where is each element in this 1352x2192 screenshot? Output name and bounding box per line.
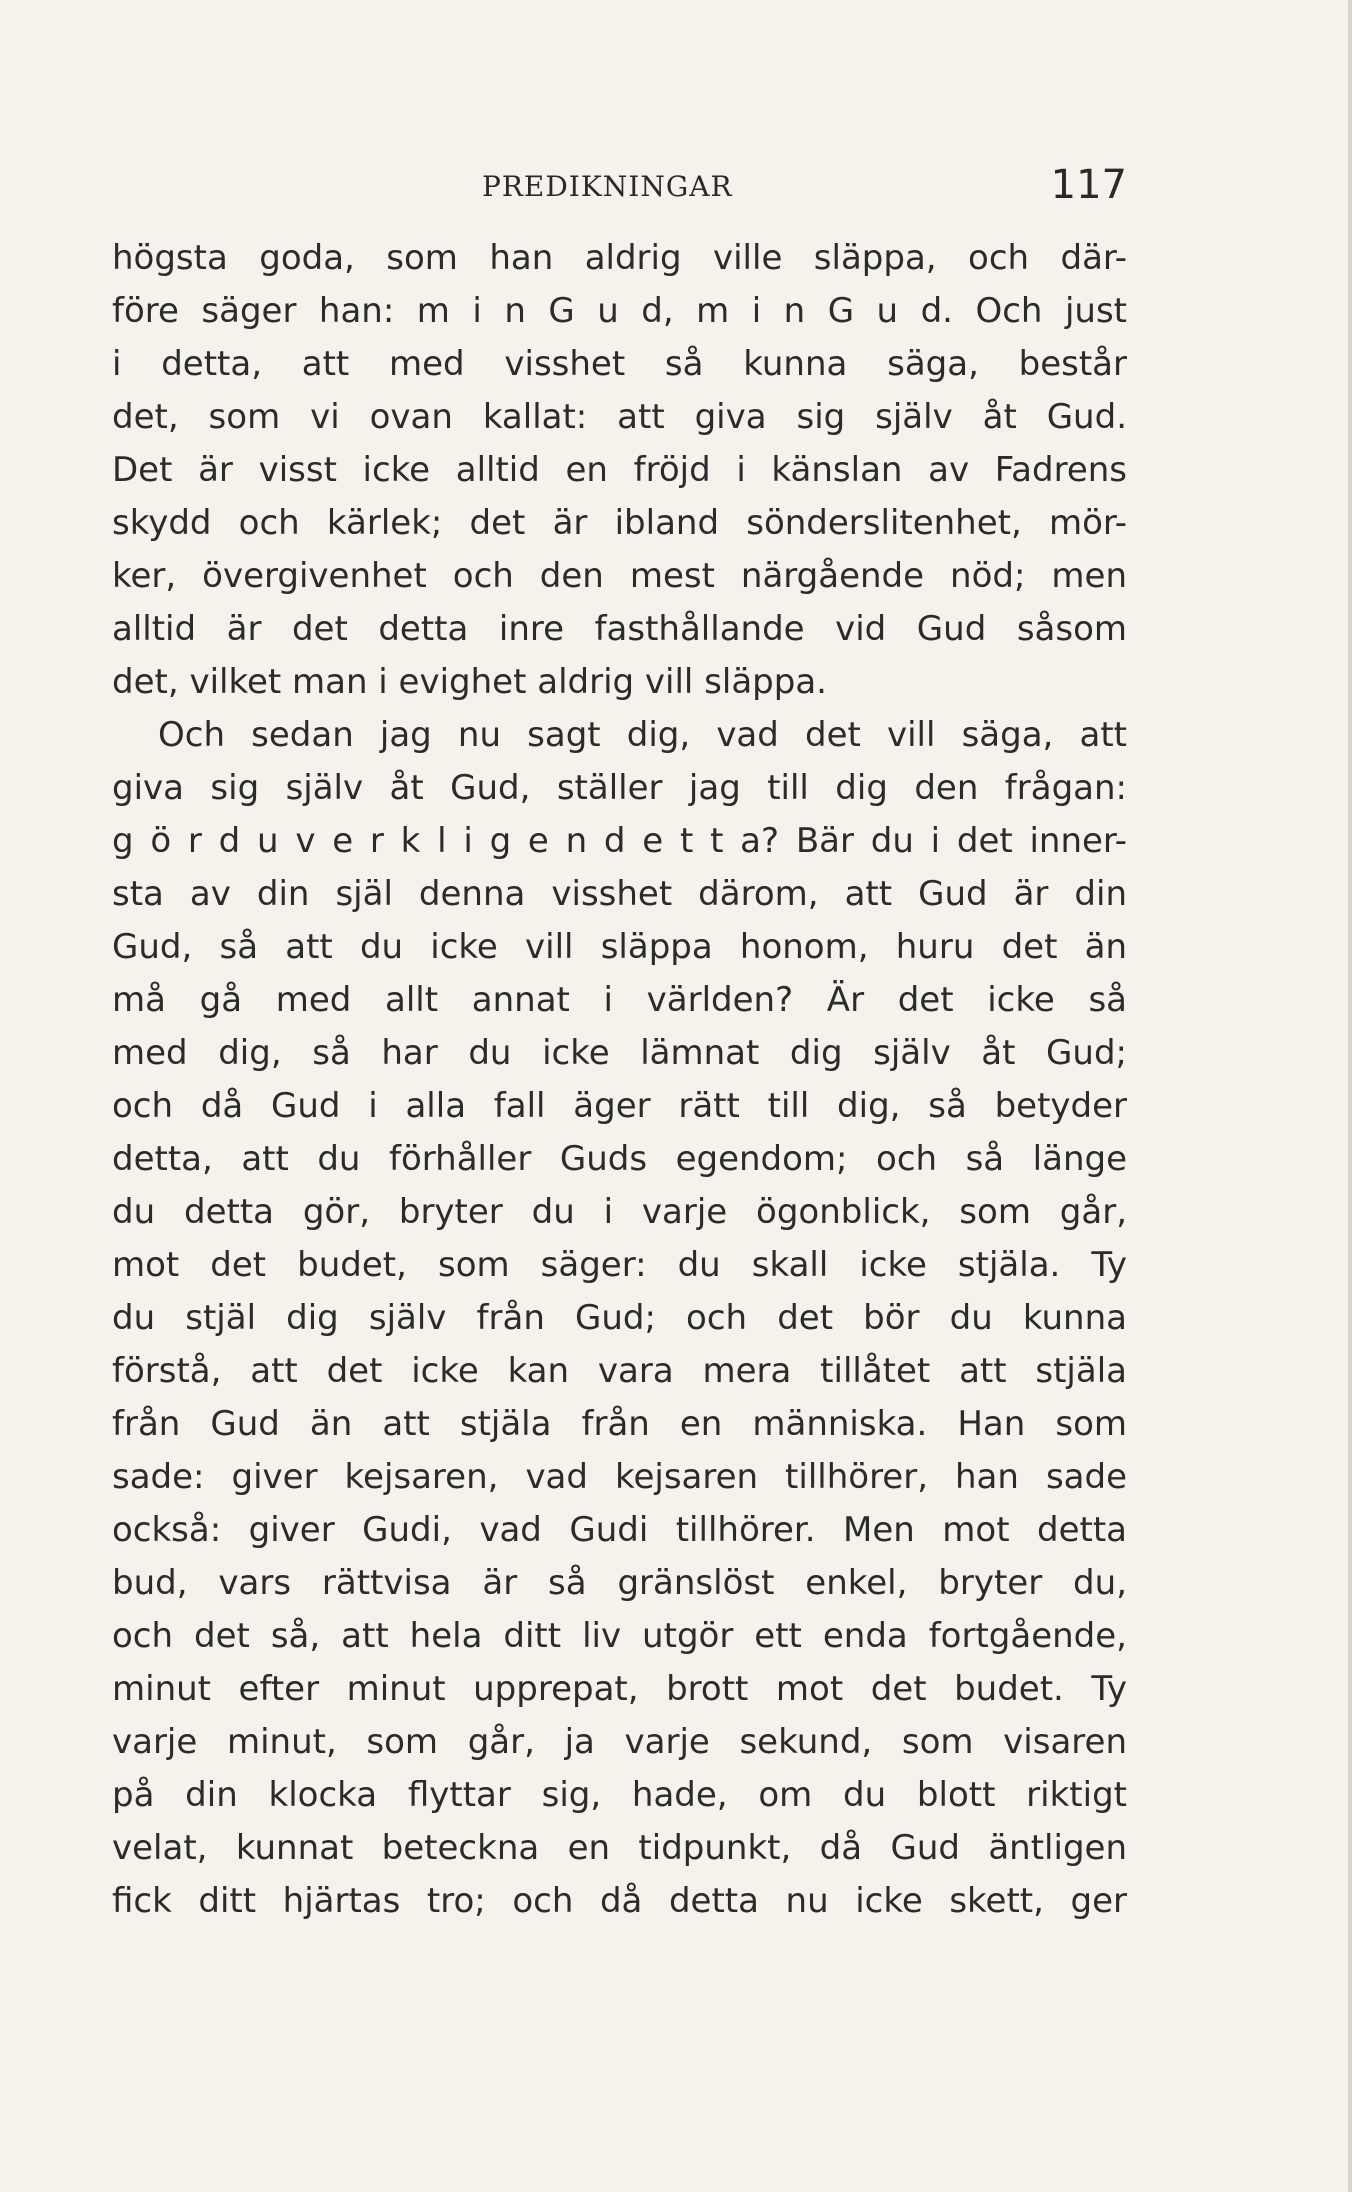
text-line: från Gud än att stjäla från en människa. Han som [112, 1404, 1127, 1444]
text-line: förstå, att det icke kan vara mera tillåtet att stjäla [112, 1351, 1127, 1391]
page-header [112, 162, 1127, 222]
text-line: mot det budet, som säger: du skall icke stjäla. Ty [112, 1245, 1127, 1285]
text-line: alltid är det detta inre fasthållande vid Gud såsom [112, 609, 1127, 649]
text-line: detta, att du förhåller Guds egendom; och så länge [112, 1139, 1127, 1179]
text-line: minut efter minut upprepat, brott mot det budet. Ty [112, 1669, 1127, 1709]
running-head: PREDIKNINGAR [482, 170, 733, 203]
page-edge [1348, 0, 1352, 2192]
text-line: må gå med allt annat i världen? Är det icke så [112, 980, 1127, 1020]
text-line: bud, vars rättvisa är så gränslöst enkel, bryter du, [112, 1563, 1127, 1603]
text-line: skydd och kärlek; det är ibland sönderslitenhet, mör- [112, 503, 1127, 543]
text-line: varje minut, som går, ja varje sekund, som visaren [112, 1722, 1127, 1762]
text-line: det, vilket man i evighet aldrig vill släppa. [112, 662, 827, 702]
text-line: sade: giver kejsaren, vad kejsaren tillhörer, han sade [112, 1457, 1127, 1497]
text-line: sta av din själ denna visshet därom, att Gud är din [112, 874, 1127, 914]
text-line: Det är visst icke alltid en fröjd i känslan av Fadrens [112, 450, 1127, 490]
text-line: med dig, så har du icke lämnat dig själv åt Gud; [112, 1033, 1127, 1073]
text-line: fick ditt hjärtas tro; och då detta nu icke skett, ger [112, 1881, 1127, 1921]
text-line: g ö r d u v e r k l i g e n d e t t a? Bär du i det inner- [112, 821, 1127, 861]
text-line: det, som vi ovan kallat: att giva sig själv åt Gud. [112, 397, 1127, 437]
text-line: giva sig själv åt Gud, ställer jag till dig den frågan: [112, 768, 1127, 808]
text-line: i detta, att med visshet så kunna säga, består [112, 344, 1127, 384]
body-text [112, 232, 1127, 1928]
text-line: högsta goda, som han aldrig ville släppa, och där- [112, 238, 1127, 278]
page-number: 117 [1050, 162, 1127, 208]
text-line: på din klocka flyttar sig, hade, om du blott riktigt [112, 1775, 1127, 1815]
text-line: också: giver Gudi, vad Gudi tillhörer. Men mot detta [112, 1510, 1127, 1550]
text-line: Och sedan jag nu sagt dig, vad det vill säga, att [158, 715, 1127, 755]
text-line: före säger han: m i n G u d, m i n G u d. Och just [112, 291, 1127, 331]
text-line: och det så, att hela ditt liv utgör ett enda fortgående, [112, 1616, 1127, 1656]
text-line: du stjäl dig själv från Gud; och det bör du kunna [112, 1298, 1127, 1338]
text-line: du detta gör, bryter du i varje ögonblick, som går, [112, 1192, 1127, 1232]
text-line: ker, övergivenhet och den mest närgående nöd; men [112, 556, 1127, 596]
text-line: velat, kunnat beteckna en tidpunkt, då Gud äntligen [112, 1828, 1127, 1868]
text-line: och då Gud i alla fall äger rätt till dig, så betyder [112, 1086, 1127, 1126]
text-line: Gud, så att du icke vill släppa honom, huru det än [112, 927, 1127, 967]
